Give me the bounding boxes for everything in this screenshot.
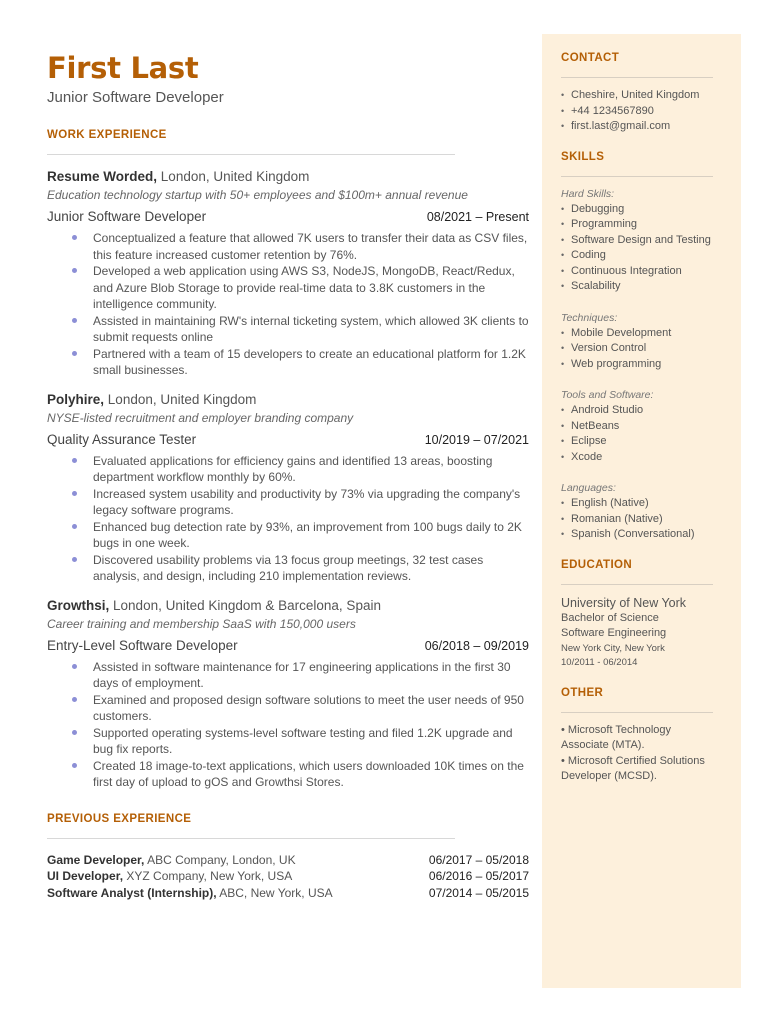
bullet-item: Assisted in software maintenance for 17 engineering applications in the first 30 days of employment. (47, 659, 529, 692)
job-dates: 10/2019 – 07/2021 (424, 432, 529, 447)
job-dates: 08/2021 – Present (426, 210, 529, 224)
previous-row (47, 885, 529, 902)
section-divider (47, 838, 455, 839)
skill-item: • Version Control (561, 341, 713, 357)
main-column (47, 50, 529, 901)
company-description: Education technology startup with 50+ employees and $100m+ annual revenue (47, 188, 468, 202)
contact-list (561, 88, 713, 135)
job-title-row (47, 209, 529, 224)
skill-item: • Scalability (561, 279, 713, 295)
sidebar-content (561, 34, 713, 785)
skill-list (561, 403, 713, 465)
candidate-role: Junior Software Developer (47, 89, 224, 106)
previous-role: Game Developer, (47, 852, 145, 867)
skill-item: • Continuous Integration (561, 264, 713, 280)
sidebar (542, 34, 741, 988)
education-dates: 10/2011 - 06/2014 (561, 657, 638, 668)
skill-item: • Mobile Development (561, 326, 713, 342)
bullet-item: Assisted in maintaining RW's internal ticketing system, which allowed 3K clients to submit requests online (47, 313, 529, 346)
skill-item: • NetBeans (561, 419, 713, 435)
bullet-item: Enhanced bug detection rate by 93%, an improvement from 100 bugs daily to 2K bugs in one week. (47, 519, 529, 552)
section-title-previous: PREVIOUS EXPERIENCE (47, 812, 192, 825)
previous-experience-section (47, 813, 529, 902)
bullet-item: Created 18 image-to-text applications, which users downloaded 10K times on the first day of upload to gOS and Growthsi Stores. (47, 758, 529, 791)
section-divider (561, 176, 713, 177)
skill-group-label: Tools and Software: (561, 389, 654, 401)
education-degree: Bachelor of Science (561, 611, 659, 624)
company-location: London, United Kingdom & Barcelona, Spain (113, 597, 381, 613)
job-entry (47, 391, 529, 585)
skill-item: • Xcode (561, 450, 713, 466)
previous-role-line (47, 868, 292, 885)
contact-section (561, 52, 713, 135)
section-divider (561, 584, 713, 585)
skill-item: • Eclipse (561, 434, 713, 450)
skill-group-label: Techniques: (561, 311, 618, 324)
skill-item: • Coding (561, 248, 713, 264)
job-title: Entry-Level Software Developer (47, 637, 238, 653)
skill-list (561, 202, 713, 295)
skill-item: • Debugging (561, 202, 713, 218)
section-divider (47, 154, 455, 155)
company-name: Growthsi, (47, 597, 110, 613)
education-entry (561, 595, 713, 671)
section-title-education: EDUCATION (561, 558, 633, 571)
other-item: • Microsoft Certified Solutions Developer (MCSD). (561, 754, 705, 782)
section-title-other: OTHER (561, 686, 604, 699)
skill-item: • English (Native) (561, 496, 713, 512)
skill-item: • Android Studio (561, 403, 713, 419)
skill-item: • Romanian (Native) (561, 512, 713, 528)
section-divider (561, 712, 713, 713)
job-dates: 06/2018 – 09/2019 (424, 638, 529, 653)
skill-list (561, 326, 713, 373)
job-bullets (47, 659, 529, 791)
education-section (561, 559, 713, 671)
section-title-skills: SKILLS (561, 150, 605, 163)
company-name: Polyhire, (47, 391, 105, 407)
job-title-row (47, 638, 529, 653)
contact-email: • first.last@gmail.com (561, 119, 713, 135)
company-line (47, 597, 529, 614)
bullet-item: Conceptualized a feature that allowed 7K users to transfer their data as CSV files, this feature increased customer retention by 76%. (47, 230, 529, 263)
previous-list (47, 852, 529, 902)
skill-list (561, 496, 713, 543)
previous-detail: ABC Company, London, UK (147, 852, 296, 867)
skill-item: • Web programming (561, 357, 713, 373)
company-name: Resume Worded, (47, 169, 158, 184)
section-title-contact: CONTACT (561, 52, 620, 64)
company-description: NYSE-listed recruitment and employer branding company (47, 410, 354, 425)
bullet-item: Examined and proposed design software solutions to meet the user needs of 950 customers. (47, 692, 529, 725)
company-location: London, United Kingdom (160, 169, 310, 184)
candidate-name: First Last (47, 51, 199, 85)
bullet-item: Discovered usability problems via 13 focus group meetings, 32 test cases analysis, and design, including 210 implementation reviews. (47, 552, 529, 585)
skill-group-label: Hard Skills: (561, 187, 615, 200)
previous-role: Software Analyst (Internship), (47, 885, 217, 900)
skill-group (561, 311, 713, 373)
previous-dates: 06/2017 – 05/2018 (428, 852, 529, 867)
bullet-item: Supported operating systems-level software testing and filed 1.2K upgrade and bug fix reports. (47, 725, 529, 758)
job-title: Junior Software Developer (47, 209, 207, 224)
job-title: Quality Assurance Tester (47, 431, 197, 447)
previous-dates: 07/2014 – 05/2015 (428, 885, 529, 900)
skills-section (561, 151, 713, 543)
job-entry (47, 597, 529, 791)
company-line (47, 168, 529, 185)
previous-detail: ABC, New York, USA (219, 885, 333, 900)
previous-role-line (47, 885, 333, 902)
job-title-row (47, 432, 529, 447)
skill-group (561, 481, 713, 543)
previous-role: UI Developer, (47, 869, 124, 883)
bullet-item: Increased system usability and productivity by 73% via upgrading the company's legacy software programs. (47, 486, 529, 519)
section-title-work: WORK EXPERIENCE (47, 129, 167, 141)
skill-group (561, 388, 713, 465)
other-item: • Microsoft Technology Associate (MTA). (561, 723, 672, 751)
skill-group-label: Languages: (561, 482, 616, 494)
previous-role-line (47, 852, 296, 869)
company-description: Career training and membership SaaS with 150,000 users (47, 616, 356, 631)
contact-phone: • +44 1234567890 (561, 104, 713, 120)
job-entry (47, 168, 529, 379)
previous-row (47, 852, 529, 869)
other-list (561, 723, 713, 785)
skill-item: • Software Design and Testing (561, 233, 713, 249)
job-bullets (47, 453, 529, 585)
skill-item: • Spanish (Conversational) (561, 527, 713, 543)
company-line (47, 391, 529, 408)
other-section (561, 687, 713, 785)
previous-detail: XYZ Company, New York, USA (126, 869, 293, 883)
skill-group (561, 187, 713, 295)
company-location: London, United Kingdom (107, 391, 257, 407)
previous-dates: 06/2016 – 05/2017 (428, 869, 529, 883)
bullet-item: Evaluated applications for efficiency gains and identified 13 areas, boosting department workflow monthly by 60%. (47, 453, 529, 486)
education-field: Software Engineering (561, 627, 667, 639)
section-divider (561, 77, 713, 78)
bullet-item: Developed a web application using AWS S3, NodeJS, MongoDB, React/Redux, and Azure Blob Storage to provide real-time data to 3.8K customers in the intelligence community. (47, 263, 529, 313)
contact-location: • Cheshire, United Kingdom (561, 88, 713, 104)
education-location: New York City, New York (561, 642, 665, 654)
previous-row (47, 868, 529, 885)
bullet-item: Partnered with a team of 15 developers to create an educational platform for 1.2K small businesses. (47, 346, 529, 379)
skill-item: • Programming (561, 217, 713, 233)
work-experience-section (47, 129, 529, 791)
job-bullets (47, 230, 529, 379)
education-school: University of New York (561, 595, 687, 610)
